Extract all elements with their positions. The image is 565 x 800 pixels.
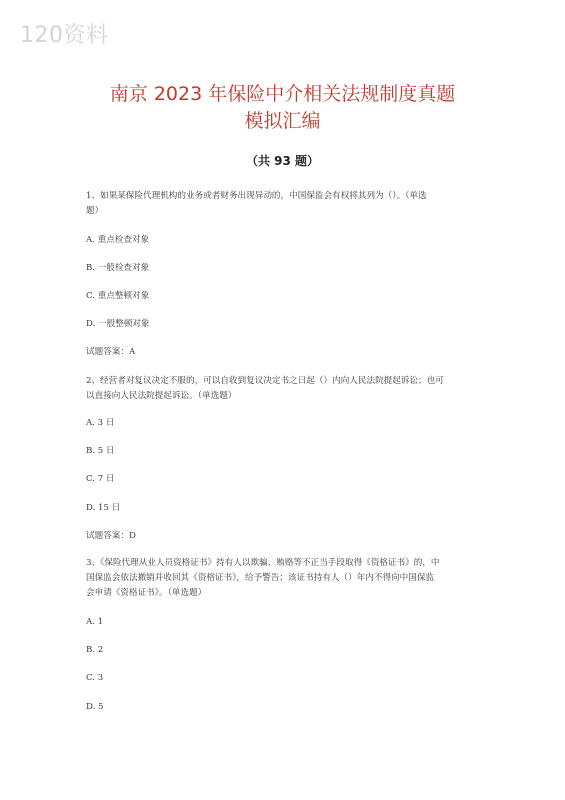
question-count: （共 93 题） xyxy=(245,154,320,168)
question-2-option-b: B. 5 日 xyxy=(86,446,115,456)
question-text-line: 国保监会依法撤销并收回其《资格证书》，给予警告；该证书持有人（）年内不得向中国保监 xyxy=(86,573,435,583)
watermark-logo: 120资料 xyxy=(20,23,109,48)
document-title-line-2: 模拟汇编 xyxy=(244,110,321,132)
question-2-option-d: D. 15 日 xyxy=(86,503,121,513)
question-1-stem xyxy=(86,189,486,219)
question-2-option-c: C. 7 日 xyxy=(86,474,115,484)
question-text-line: 题） xyxy=(86,206,104,216)
question-3-option-b: B. 2 xyxy=(86,645,104,655)
question-3-option-d: D. 5 xyxy=(86,702,104,712)
question-2-option-a: A. 3 日 xyxy=(86,418,115,428)
question-1-answer: 试题答案：A xyxy=(86,347,136,357)
question-1-option-b: B. 一般检查对象 xyxy=(86,263,150,273)
question-1-option-d: D. 一般整顿对象 xyxy=(86,319,150,329)
question-1-option-a: A. 重点检查对象 xyxy=(86,235,150,245)
question-2-answer: 试题答案：D xyxy=(86,531,136,541)
question-text-line: 2、经营者对复议决定不服的，可以自收到复议决定书之日起（）内向人民法院提起诉讼；也可 xyxy=(86,376,444,386)
question-3-option-c: C. 3 xyxy=(86,673,104,683)
question-text-line: 1、如果某保险代理机构的业务或者财务出现异动的，中国保监会有权将其列为（）。（单选 xyxy=(86,191,427,201)
question-text-line: 以直接向人民法院提起诉讼。（单选题） xyxy=(86,391,237,401)
question-2-stem xyxy=(86,374,486,404)
question-1-option-c: C. 重点整顿对象 xyxy=(86,291,150,301)
document-title-line-1: 南京 2023 年保险中介相关法规制度真题 xyxy=(109,83,456,105)
question-3-stem xyxy=(86,556,486,601)
question-3-option-a: A. 1 xyxy=(86,617,104,627)
question-text-line: 会申请《资格证书》。（单选题） xyxy=(86,588,207,598)
question-text-line: 3、《保险代理从业人员资格证书》持有人以欺骗、贿赂等不正当手段取得《资格证书》的，中 xyxy=(86,558,440,568)
